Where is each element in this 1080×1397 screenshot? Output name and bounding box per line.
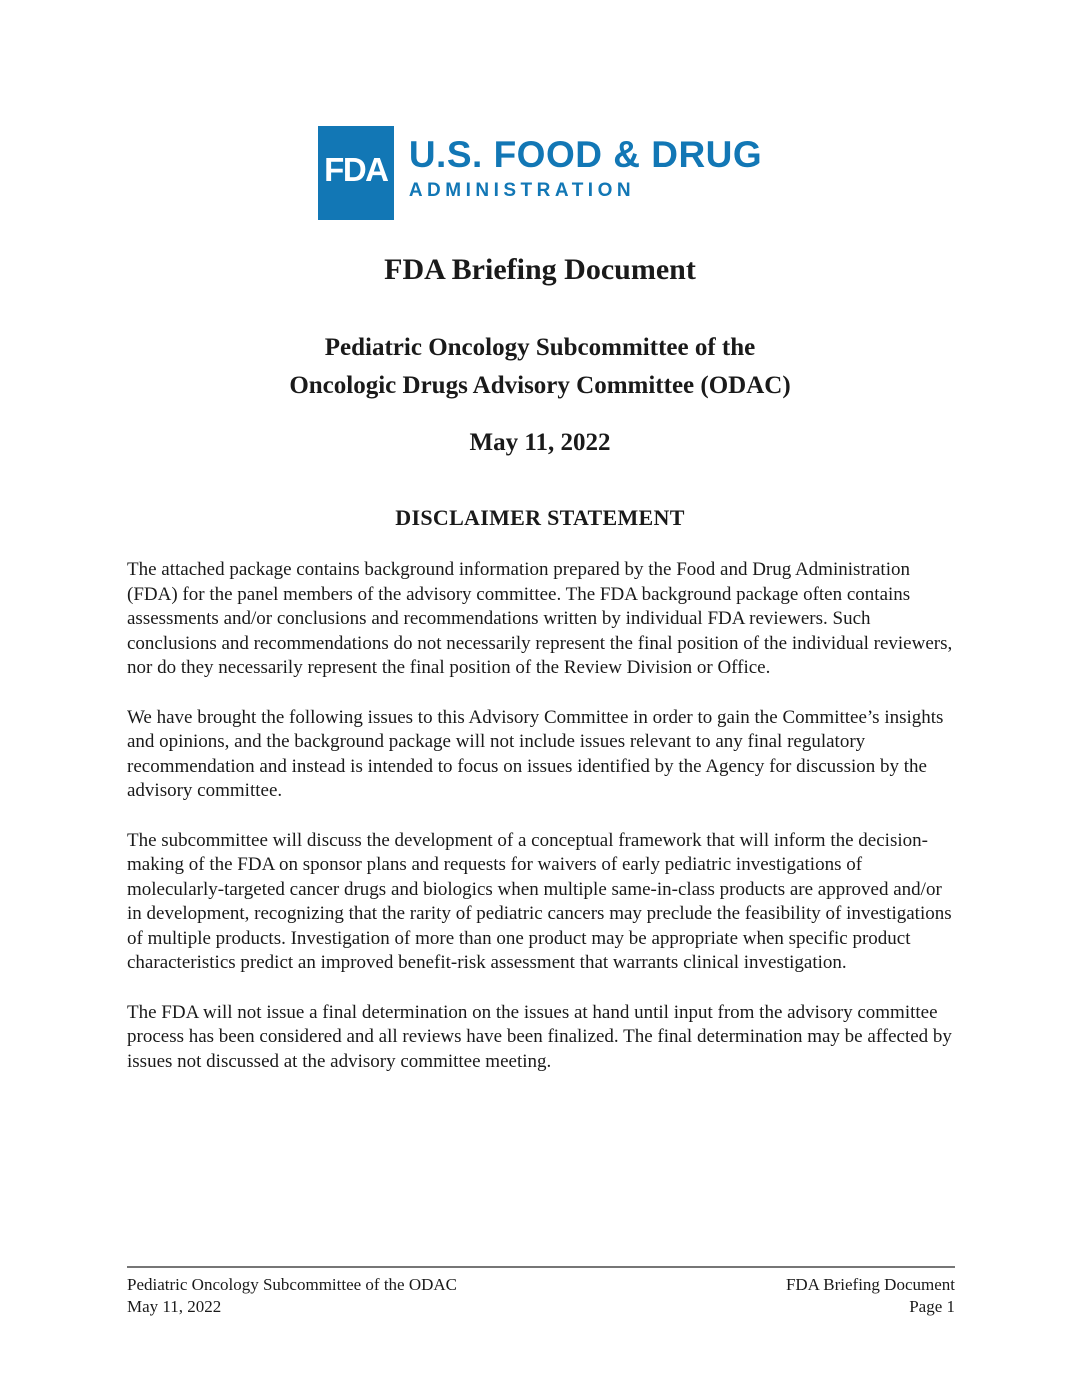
disclaimer-heading: DISCLAIMER STATEMENT [395,505,685,530]
footer-row [127,1274,955,1318]
fda-logo [0,0,1080,220]
page-footer [127,1266,955,1318]
footer-document-name: FDA Briefing Document [785,1275,955,1294]
disclaimer-paragraph-2: We have brought the following issues to this Advisory Committee in order to gain the Committee’s insights and opinions, and the background package will not include issues relevant to any final regulatory recommendation and instead is intended to focus on issues identified by the Agency for discussion by the advisory committee. [127,706,944,801]
footer-committee-name: Pediatric Oncology Subcommittee of the ODAC [127,1275,458,1294]
document-subtitle-line1: Pediatric Oncology Subcommittee of the [324,334,756,361]
fda-wordmark-line2: ADMINISTRATION [408,180,636,201]
footer-page-number: Page 1 [909,1297,955,1316]
document-date: May 11, 2022 [469,429,611,456]
document-title: FDA Briefing Document [384,253,696,286]
fda-wordmark [409,126,762,202]
document-subtitle-line2: Oncologic Drugs Advisory Committee (ODAC) [289,372,791,399]
fda-wordmark-line1: U.S. FOOD & DRUG [408,134,763,175]
disclaimer-paragraph-1: The attached package contains background information prepared by the Food and Drug Administration (FDA) for the panel members of the advisory committee. The FDA background package often contains assessments and/or conclusions and recommendations written by individual FDA reviewers. Such conclusions and recommendations do not necessarily represent the final position of the individual reviewers, nor do they necessarily represent the final position of the Review Division or Office. [127,559,953,678]
document-body [0,558,1080,1074]
footer-left-block [127,1274,457,1318]
footer-right-block [786,1274,955,1318]
disclaimer-paragraph-4: The FDA will not issue a final determination on the issues at hand until input from the advisory committee process has been considered and all reviews have been finalized. The final determination may be affected by issues not discussed at the advisory committee meeting. [127,1001,952,1072]
footer-date: May 11, 2022 [127,1297,222,1316]
fda-logo-acronym: FDA [324,151,388,188]
fda-logo-mark [318,126,394,220]
document-subtitle [0,329,1080,405]
disclaimer-paragraph-3: The subcommittee will discuss the development of a conceptual framework that will inform the decision-making of the FDA on sponsor plans and requests for waivers of early pediatric investigations of molecularly-targeted cancer drugs and biologics when multiple same-in-class products are approved and/or in development, recognizing that the rarity of pediatric cancers may preclude the feasibility of investigations of multiple products. Investigation of more than one product may be appropriate when specific product characteristics predict an improved benefit-risk assessment that warrants clinical investigation. [127,829,952,973]
